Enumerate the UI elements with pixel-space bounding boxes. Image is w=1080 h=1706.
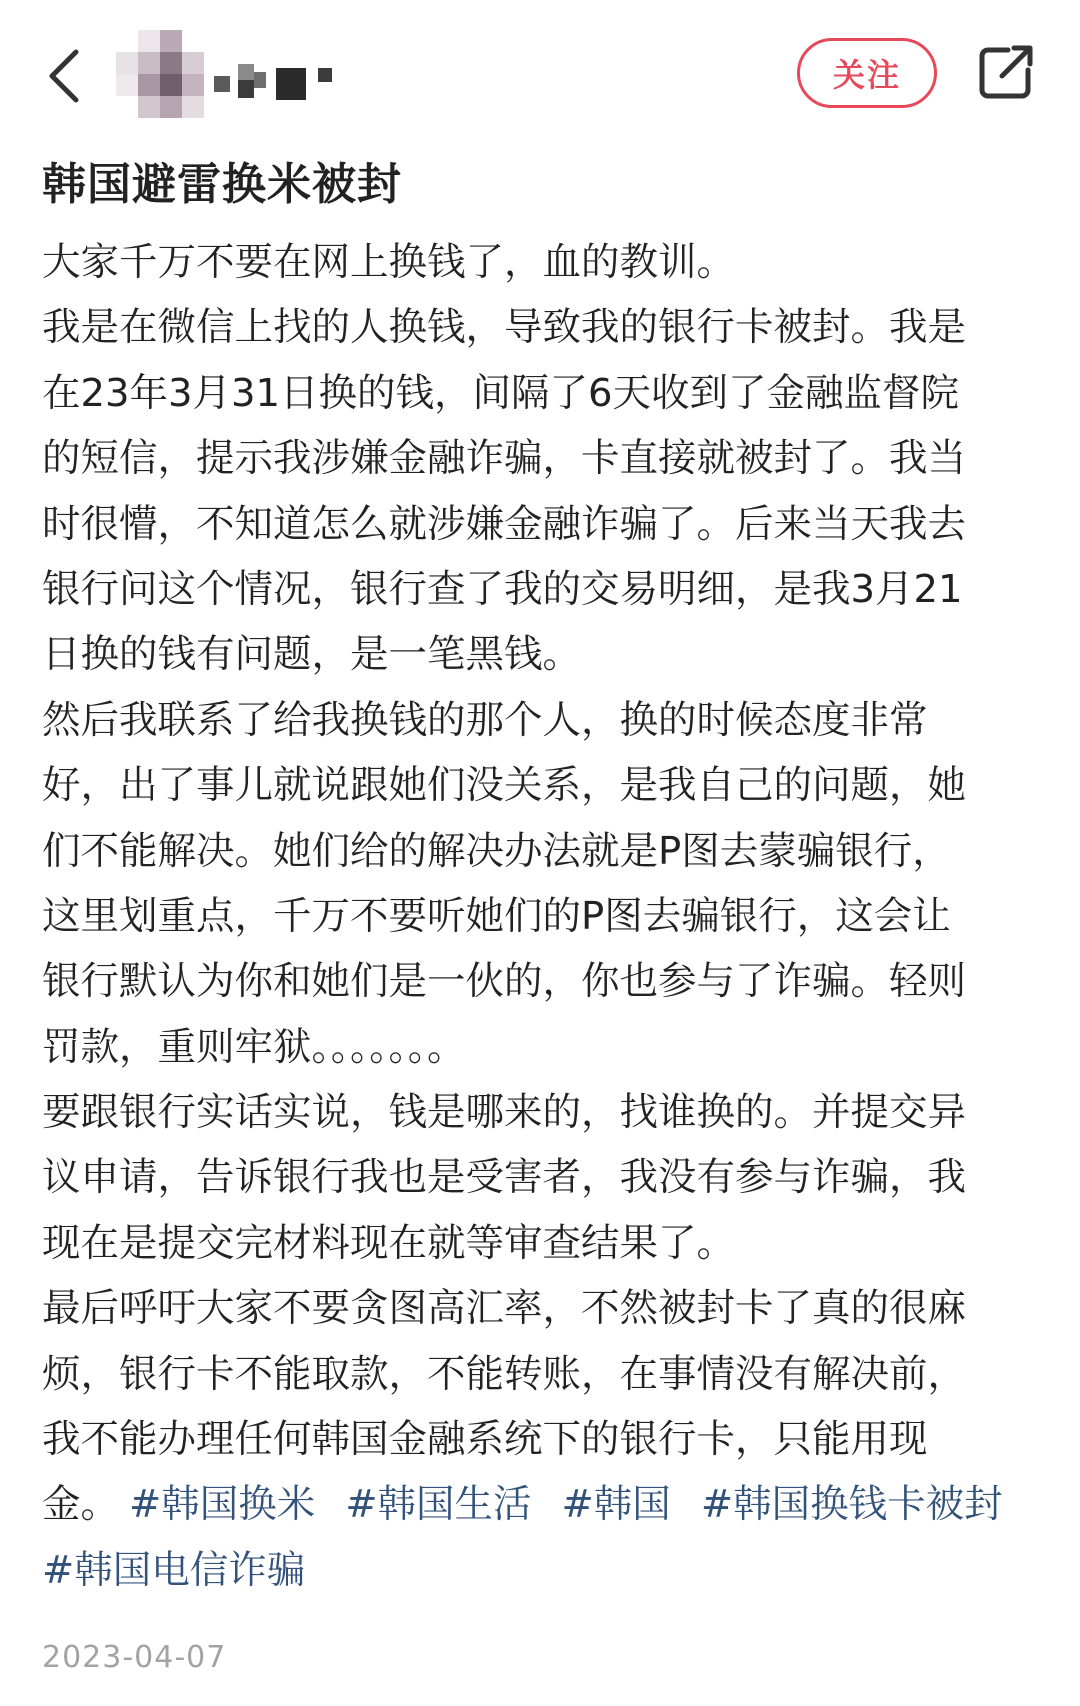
body-line: 我是在微信上找的人换钱，导致我的银行卡被封。我是 <box>42 305 967 351</box>
body-line: 要跟银行实话实说，钱是哪来的，找谁换的。并提交异 <box>42 1090 967 1136</box>
chevron-left-icon <box>44 46 84 106</box>
post-body <box>42 230 1042 1603</box>
body-line: 这里划重点，千万不要听她们的P图去骗银行，这会让 <box>42 893 951 939</box>
post-header <box>0 0 1080 150</box>
body-line: 们不能解决。她们给的解决办法就是P图去蒙骗银行， <box>42 828 951 874</box>
body-line: 在23年3月31日换的钱，间隔了6天收到了金融监督院 <box>42 370 959 416</box>
back-button[interactable] <box>36 40 92 112</box>
avatar[interactable] <box>116 30 204 120</box>
hashtag-link[interactable]: #韩国生活 <box>345 1482 532 1528</box>
body-line: 银行问这个情况，银行查了我的交易明细，是我3月21 <box>42 566 963 612</box>
body-line: 的短信，提示我涉嫌金融诈骗，卡直接就被封了。我当 <box>42 436 967 482</box>
body-line: 我不能办理任何韩国金融系统下的银行卡，只能用现 <box>42 1417 928 1463</box>
share-icon <box>978 44 1034 100</box>
body-line-end: 金。 <box>42 1482 120 1528</box>
hashtag-link[interactable]: #韩国换米 <box>129 1482 316 1528</box>
body-line: 然后我联系了给我换钱的那个人，换的时候态度非常 <box>42 697 928 743</box>
body-line-hashtags <box>42 1472 1042 1537</box>
hashtag-link[interactable]: #韩国 <box>561 1482 671 1528</box>
hashtag-link[interactable]: #韩国换钱卡被封 <box>700 1482 1003 1528</box>
body-line: 罚款，重则牢狱。。。。。。。 <box>42 1024 466 1070</box>
hashtag-link[interactable]: #韩国电信诈骗 <box>42 1547 306 1593</box>
post-date: 2023-04-07 <box>42 1640 227 1675</box>
body-line: 大家千万不要在网上换钱了，血的教训。 <box>42 240 736 285</box>
body-line: 时很懵，不知道怎么就涉嫌金融诈骗了。后来当天我去 <box>42 501 967 547</box>
body-line: 现在是提交完材料现在就等审查结果了。 <box>42 1220 736 1266</box>
body-line: 银行默认为你和她们是一伙的，你也参与了诈骗。轻则 <box>42 959 967 1005</box>
body-line: 最后呼吁大家不要贪图高汇率，不然被封卡了真的很麻 <box>42 1286 967 1332</box>
body-line: 日换的钱有问题，是一笔黑钱。 <box>42 632 582 678</box>
post-title: 韩国避雷换米被封 <box>42 159 402 210</box>
share-button[interactable] <box>978 44 1034 100</box>
body-line: 烦，银行卡不能取款，不能转账，在事情没有解决前， <box>42 1351 967 1397</box>
body-line: 好，出了事儿就说跟她们没关系，是我自己的问题，她 <box>42 763 967 809</box>
body-line: 议申请，告诉银行我也是受害者，我没有参与诈骗，我 <box>42 1155 967 1201</box>
body-line-hashtags <box>42 1538 1042 1603</box>
follow-button[interactable]: 关注 <box>797 38 937 108</box>
username-redacted[interactable] <box>214 62 364 102</box>
